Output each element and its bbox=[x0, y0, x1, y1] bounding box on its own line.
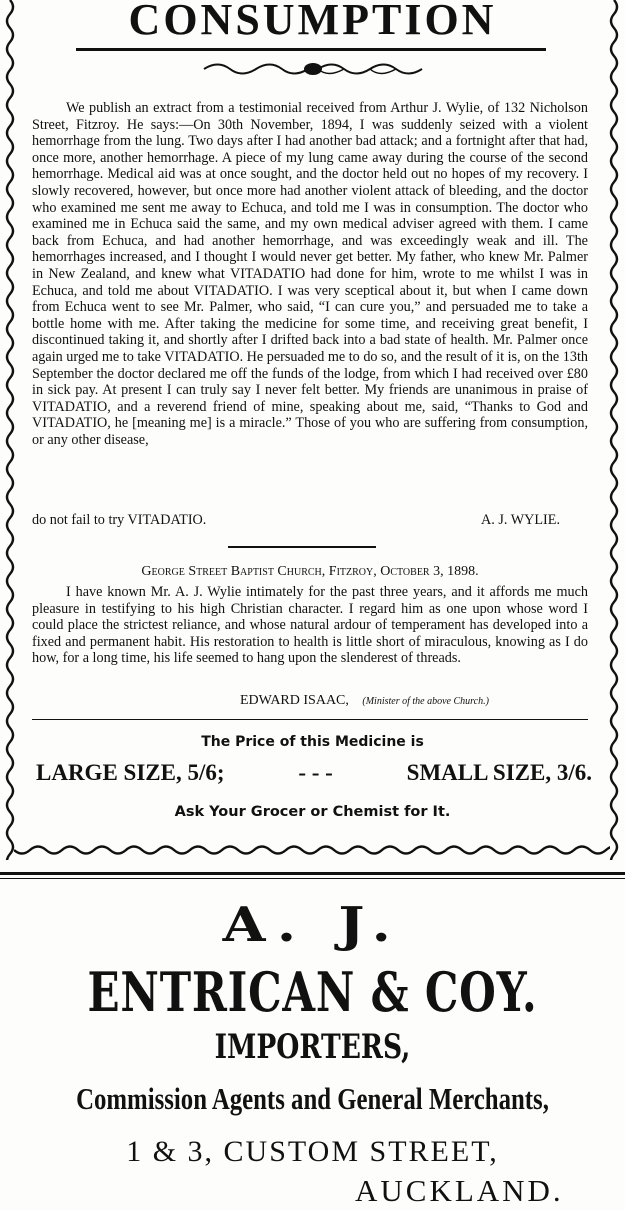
small-size-price: SMALL SIZE, 3/6. bbox=[406, 760, 592, 785]
left-wavy-border bbox=[2, 0, 18, 860]
city-name: AUCKLAND. bbox=[355, 1173, 564, 1208]
large-size-price: LARGE SIZE, 5/6; bbox=[36, 760, 225, 785]
price-dashes: - - - bbox=[298, 760, 333, 785]
column-separator bbox=[0, 872, 625, 875]
street-address: 1 & 3, CUSTOM STREET, bbox=[126, 1135, 499, 1168]
headline: CONSUMPTION bbox=[128, 0, 497, 44]
closing-line bbox=[32, 512, 588, 529]
ornament-flourish bbox=[200, 58, 426, 80]
testimonial-paragraph: We publish an extract from a testimonial received from Arthur J. Wylie, of 132 Nicholson Street, Fitzroy. He says:—On 30th November, 1894, I was suddenly seized with a violent hemorrhage from the lung. Two days after I had another bad attack; and a fortnight after that had, once more, another hemorrhage. A piece of my lung came away during the course of the second hemorrhage. Medical aid was at once sought, and the doctor held out no hopes of my recovery. I slowly recovered, however, but once more had another violent attack of bleeding, and the doctor who examined me sent me away to Echuca, and told me I was in consumption. The doctor who examined me in Echuca said the same, and my own medical adviser agreed with them. I came back from Echuca, and had another hemorrhage, and was exceedingly weak and ill. The hemorrhages increased, and I thought I would never get better. My father, who knew Mr. Palmer in New Zealand, and knew what VITADATIO had done for him, wrote to me whilst I was in Echuca, and told me about VITADATIO. I was very sceptical about it, but when I came down from Echuca went to see Mr. Palmer, who said, “I can cure you,” and persuaded me to take a bottle home with me. After taking the medicine for some time, and receiving great benefit, I discontinued taking it, and shortly after I drifted back into a bad state of health. Mr. Palmer once again urged me to take VITADATIO. He persuaded me to do so, and the result of it is, on the 13th September the doctor declared me off the funds of the lodge, from which I had received over £80 in sick pay. At present I can truly say I never felt better. My friends are unanimous in praise of VITADATIO, and a reverend friend of mine, speaking about me, said, “Thanks to God and VITADATIO, he [meaning me] is a miracle.” Those of you who are suffering from consumption, or any other disease, bbox=[32, 100, 588, 448]
firm-initials: A. J. bbox=[222, 897, 403, 953]
minister-signature bbox=[240, 693, 489, 709]
importers-heading: IMPORTERS, bbox=[214, 1027, 411, 1067]
price-divider bbox=[32, 719, 588, 720]
section-divider bbox=[228, 546, 376, 548]
ask-grocer-line: Ask Your Grocer or Chemist for It. bbox=[174, 804, 451, 820]
closing-text: do not fail to try VITADATIO. bbox=[32, 512, 207, 528]
minister-paragraph: I have known Mr. A. J. Wylie intimately for the past three years, and it affords me much pleasure in testifying to his high Christian character. I regard him as one upon whose word I could place the strictest reliance, and whose natural ardour of temperament has developed into a fixed and permanent habit. His restoration to health is little short of miraculous, knowing as I do how, for a long time, his life seemed to hang upon the slenderest of threads. bbox=[32, 584, 588, 667]
headline-rule bbox=[76, 48, 546, 51]
signature: A. J. WYLIE. bbox=[481, 512, 560, 528]
price-intro: The Price of this Medicine is bbox=[201, 734, 424, 750]
firm-name: ENTRICAN & COY. bbox=[87, 960, 538, 1024]
minister-title: (Minister of the above Church.) bbox=[362, 696, 489, 707]
business-description: Commission Agents and General Merchants, bbox=[76, 1081, 549, 1116]
bottom-wavy-border bbox=[14, 840, 610, 860]
dateline: George Street Baptist Church, Fitzroy, October 3, 1898. bbox=[141, 564, 479, 579]
size-prices bbox=[36, 760, 592, 786]
minister-name: EDWARD ISAAC, bbox=[240, 693, 349, 708]
column-separator-thin bbox=[0, 878, 625, 879]
right-wavy-border bbox=[606, 0, 622, 860]
